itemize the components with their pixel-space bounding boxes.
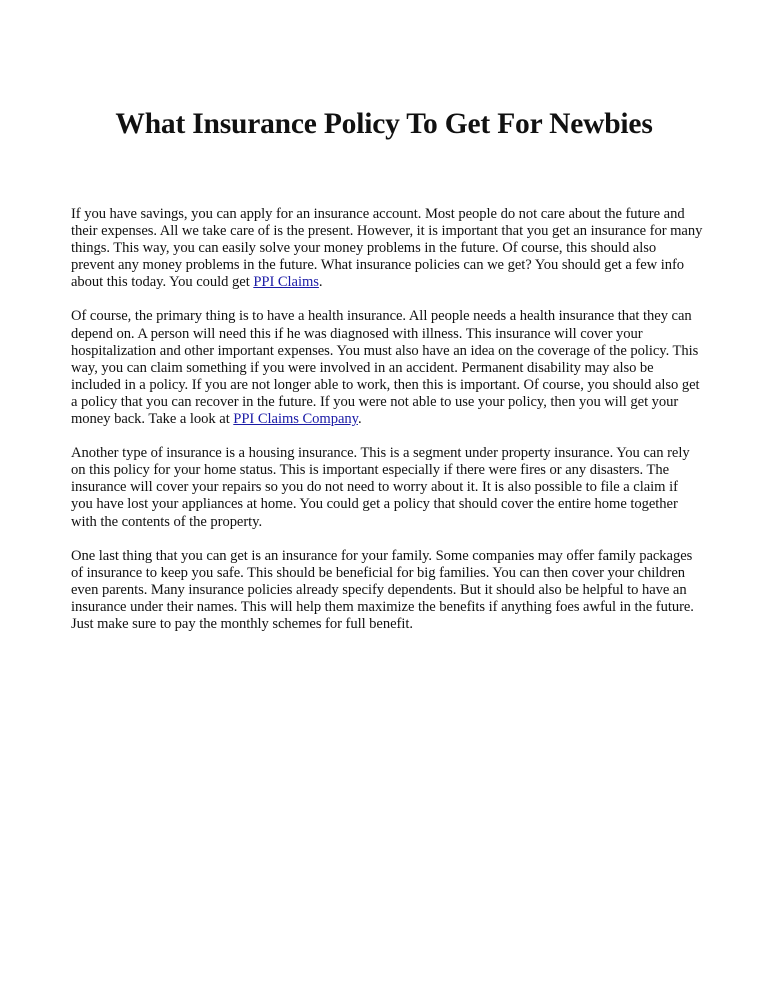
document-body: [71, 206, 703, 650]
paragraph-text: Another type of insurance is a housing insurance. This is a segment under property insurance. You can rely on this policy for your home status. This is important especially if there were fires or any disasters. The insurance will cover your repairs so you do not need to worry about it. It is also possible to file a claim if you have lost your appliances at home. You could get a policy that should cover the entire home together with the contents of the property.: [71, 445, 690, 530]
paragraph-health-insurance: [71, 308, 703, 428]
paragraph-housing-insurance: [71, 445, 703, 530]
paragraph-text: One last thing that you can get is an insurance for your family. Some companies may offer family packages of insurance to keep you safe. This should be beneficial for big families. You can then cover your children even parents. Many insurance policies already specify dependents. But it should also be helpful to have an insurance under their names. This will help them maximize the benefits if anything foes awful in the future. Just make sure to pay the monthly schemes for full benefit.: [71, 547, 694, 632]
page-title: What Insurance Policy To Get For Newbies: [115, 108, 653, 140]
paragraph-savings: [71, 206, 703, 291]
paragraph-text: Of course, the primary thing is to have a health insurance. All people needs a health insurance that they can depend on. A person will need this if he was diagnosed with illness. This insurance will cover your hospitalization and other important expenses. You must also have an idea on the coverage of the policy. This way, you can claim something if you were involved in an accident. Permanent disability may also be included in a policy. If you are not longer able to work, then this is important. Of course, you should also get a policy that you can recover in the future. If you were not able to use your policy, then you will get your money back. Take a look at: [71, 308, 700, 428]
ppi-claims-company-link[interactable]: PPI Claims Company: [233, 411, 358, 428]
paragraph-end: .: [357, 411, 362, 428]
paragraph-text: If you have savings, you can apply for an insurance account. Most people do not care about the future and their expenses. All we take care of is the present. However, it is important that you get an insurance for many things. This way, you can easily solve your money problems in the future. Of course, this should also prevent any money problems in the future. What insurance policies can we get? You should get a few info about this today. You could get: [71, 206, 703, 291]
ppi-claims-link[interactable]: PPI Claims: [253, 274, 319, 291]
paragraph-family-insurance: [71, 548, 703, 633]
paragraph-end: .: [318, 274, 323, 291]
